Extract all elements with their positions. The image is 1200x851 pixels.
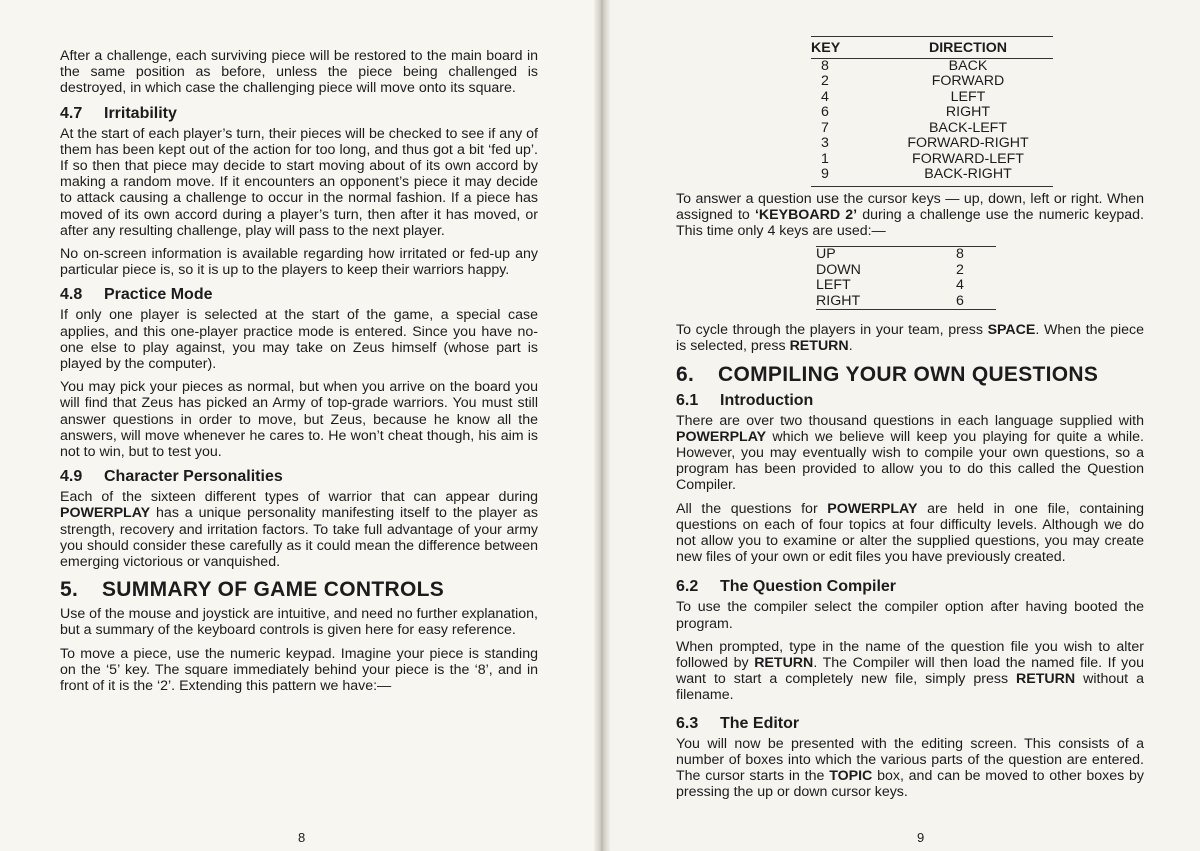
chapter-title: COMPILING YOUR OWN QUESTIONS xyxy=(718,362,1099,386)
section-number: 4.9 xyxy=(60,468,83,486)
chapter-number: 6. xyxy=(676,362,695,386)
heading-practice-mode xyxy=(60,285,538,304)
right-page xyxy=(600,0,1200,851)
table-row: 1 FORWARD-LEFT xyxy=(821,150,1024,167)
paragraph-controls-1: Use of the mouse and joystick are intuitive, and need no further explanation, but a summary of the keyboard controls is given here for easy reference. xyxy=(60,606,538,639)
table-header-key: KEY xyxy=(811,37,883,59)
table-row: RIGHT 6 xyxy=(816,294,996,310)
section-title: Character Personalities xyxy=(104,468,283,486)
book-gutter xyxy=(594,0,610,851)
heading-question-compiler xyxy=(676,577,1144,596)
section-number: 4.7 xyxy=(60,104,83,122)
table-row: 7 BACK-LEFT xyxy=(821,119,1008,136)
answer-keys-table xyxy=(816,246,996,310)
paragraph-irritability-1: At the start of each player’s turn, their pieces will be checked to see if any of them has been kept out of the action for too long, and thus got a bit ‘fed up’. If so then that piece may decide to start moving about of its own accord by making a random move. If it encounters an opponent’s piece it may decide to attack causing a challenge to occur in the normal fashion. If a piece has moved of its own accord during a player’s turn, then after it has moved, or after any resulting challenge, play will pass to the next player. xyxy=(60,125,538,239)
heading-character-personalities xyxy=(60,467,538,486)
section-title: Irritability xyxy=(104,104,177,122)
chapter-title: SUMMARY OF GAME CONTROLS xyxy=(102,578,445,602)
paragraph-compiler-1: To use the compiler select the compiler option after having booted the program. xyxy=(676,599,1144,632)
paragraph-intro-2: All the questions for POWERPLAY are held in one file, containing questions on each of four topics at four difficulty levels. Although we do not allow you to examine or alter the supplied questions, you may create new files of your own or edit files you have previously created. xyxy=(676,500,1145,566)
section-title: Introduction xyxy=(720,391,814,409)
paragraph-challenge-outcome: After a challenge, each surviving piece will be restored to the main board in the same position as before, unless the piece being challenged is destroyed, in which case the challenging piece will move onto its square. xyxy=(60,48,538,97)
paragraph-personalities: Each of the sixteen different types of warrior that can appear during POWERPLAY has a unique personality manifesting itself to the player as strength, recovery and irritation factors. To take full advantage of your army you should consider these carefully as it could mean the difference between emerging victorious or vanquished. xyxy=(60,489,538,571)
table-row: UP 8 xyxy=(816,247,996,263)
section-number: 6.1 xyxy=(676,391,699,409)
section-number: 4.8 xyxy=(60,286,83,304)
paragraph-practice-2: You may pick your pieces as normal, but when you arrive on the board you will find that Zeus has picked an Army of top-grade warriors. You must still answer questions in order to move, but Zeus, because he know all the answers, will move whenever he cares to. He won’t cheat though, his aim is not to win, but to test you. xyxy=(60,379,538,461)
section-title: Practice Mode xyxy=(104,286,213,304)
section-title: The Question Compiler xyxy=(720,578,897,596)
heading-introduction xyxy=(676,391,1144,410)
section-number: 6.3 xyxy=(676,714,699,732)
table-row: 2 FORWARD xyxy=(821,73,1005,89)
table-row: 6 RIGHT xyxy=(821,104,991,120)
table-row: 3 FORWARD-RIGHT xyxy=(821,135,1029,151)
page-number: 8 xyxy=(298,830,306,845)
heading-game-controls xyxy=(60,577,538,602)
table-row: DOWN 2 xyxy=(816,261,964,278)
heading-irritability xyxy=(60,104,538,123)
table-row: 4 LEFT xyxy=(821,88,986,105)
section-number: 6.2 xyxy=(676,578,699,596)
page-number: 9 xyxy=(917,830,925,845)
paragraph-answer-keys: To answer a question use the cursor keys — up, down, left or right. When assigned to ‘KEYBOARD 2’ during a challenge use the numeric keypad. This time only 4 keys are used:— xyxy=(676,190,1144,239)
table-row: 8 BACK xyxy=(821,57,988,74)
table-row: LEFT 4 xyxy=(816,277,964,294)
paragraph-cycle-players: To cycle through the players in your team, press SPACE. When the piece is selected, press RETURN. xyxy=(676,322,1144,355)
table-header-direction: DIRECTION xyxy=(883,37,1053,59)
paragraph-compiler-2: When prompted, type in the name of the question file you wish to alter followed by RETURN. The Compiler will then load the named file. If you want to start a completely new file, simply press RETURN without a filename. xyxy=(676,638,1145,704)
key-direction-table xyxy=(811,36,1053,187)
table-row: 9 BACK-RIGHT xyxy=(811,167,1053,186)
paragraph-irritability-2: No on-screen information is available regarding how irritated or fed-up any particular piece is, so it is up to the players to keep their warriors happy. xyxy=(60,246,538,279)
paragraph-editor: You will now be presented with the editing screen. This consists of a number of boxes into which the various parts of the question are entered. The cursor starts in the TOPIC box, and can be moved to other boxes by pressing the up or down cursor keys. xyxy=(676,735,1144,801)
paragraph-practice-1: If only one player is selected at the start of the game, a special case applies, and this one-player practice mode is entered. Since you have no-one else to play against, you may take on Zeus himself (whose part is played by the computer). xyxy=(60,307,538,373)
chapter-number: 5. xyxy=(60,578,79,602)
paragraph-controls-2: To move a piece, use the numeric keypad. Imagine your piece is standing on the ‘5’ key. The square immediately behind your piece is the ‘8’, and in front of it is the ‘2’. Extending this pattern we have:— xyxy=(60,645,538,695)
section-title: The Editor xyxy=(720,714,800,732)
heading-compiling-questions xyxy=(676,362,1144,387)
paragraph-intro-1: There are over two thousand questions in each language supplied with POWERPLAY which we believe will keep you playing for quite a while. However, you may eventually wish to compile your own questions, so a program has been provided to allow you to do this called the Question Compiler. xyxy=(676,412,1144,494)
heading-editor xyxy=(676,714,1144,733)
